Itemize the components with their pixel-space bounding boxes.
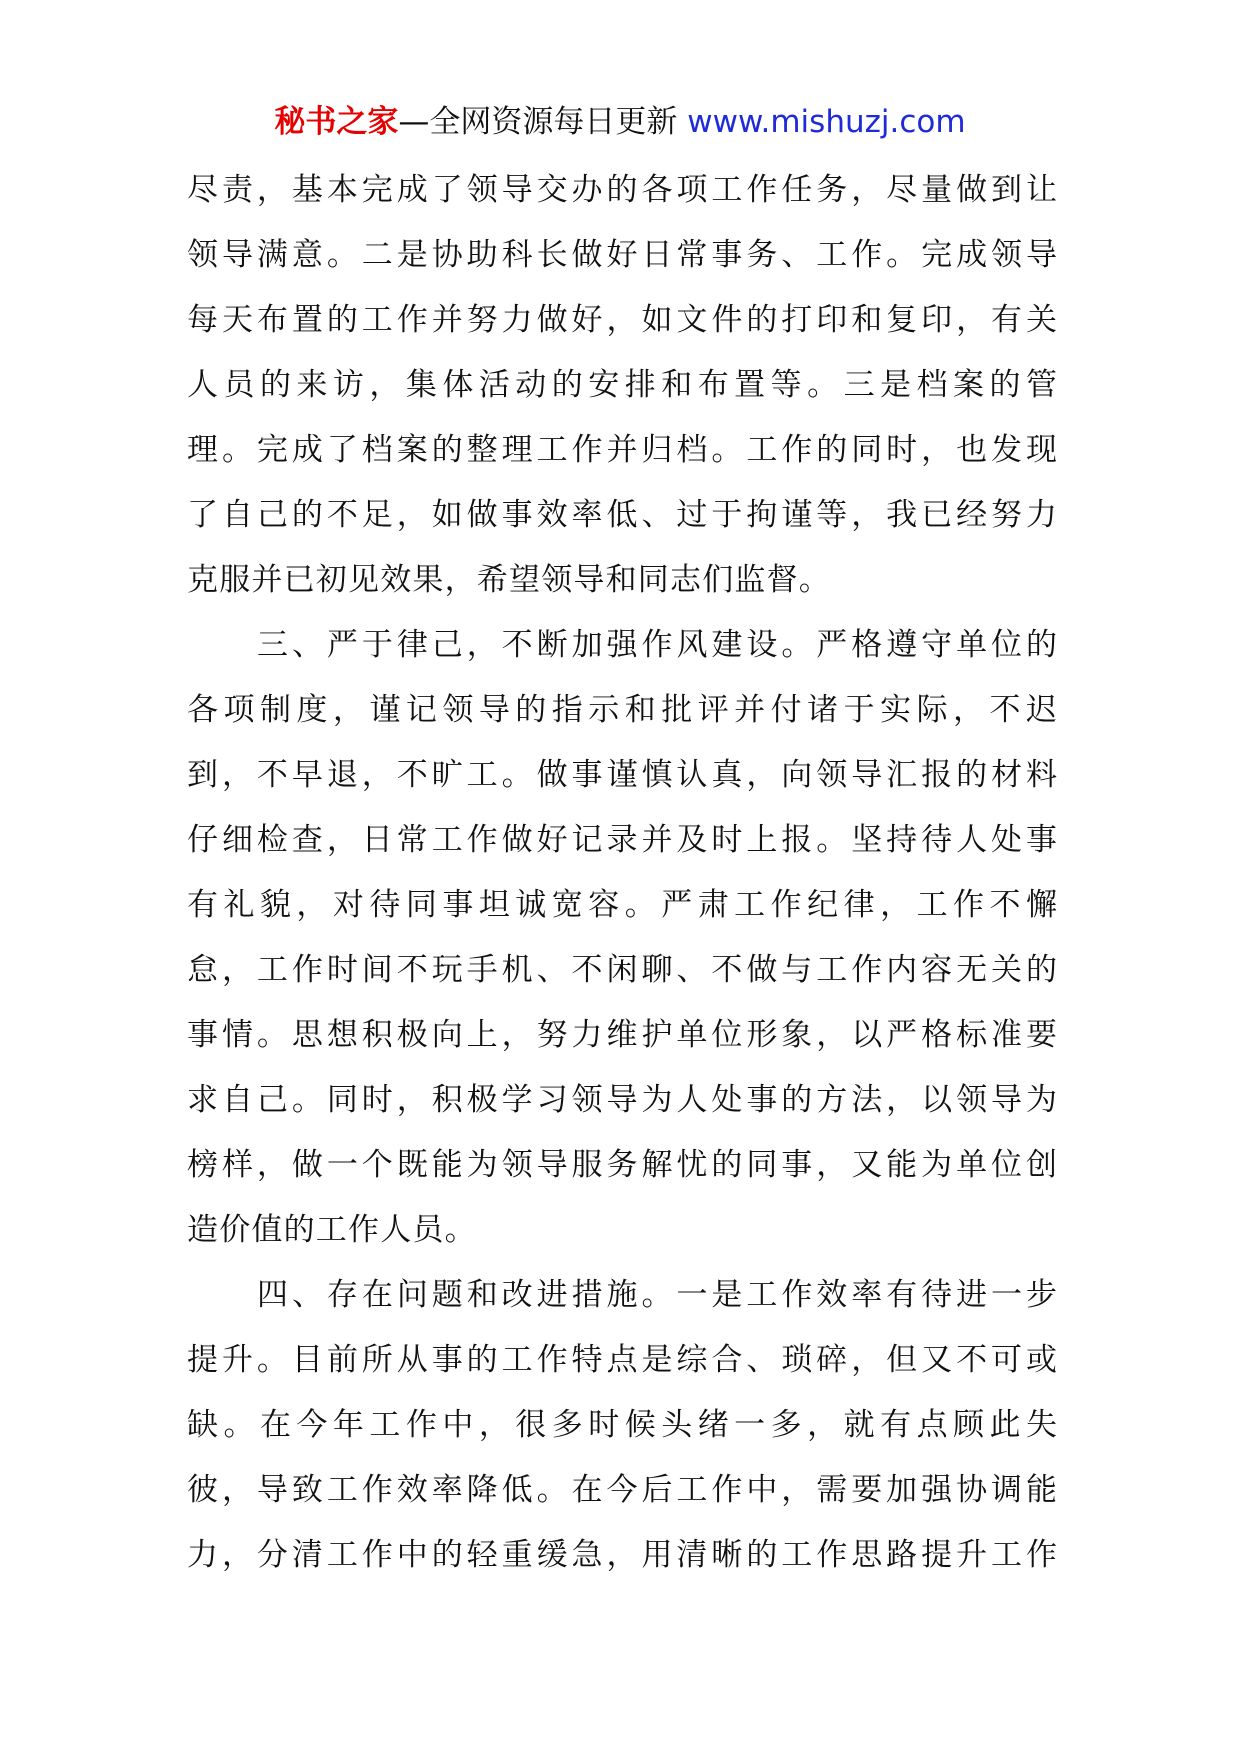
text-line: 到，不早退，不旷工。做事谨慎认真，向领导汇报的材料 (187, 757, 1061, 793)
text-line: 三、严于律己，不断加强作风建设。严格遵守单位的 (257, 627, 1061, 663)
text-line: 各项制度，谨记领导的指示和批评并付诸于实际，不迟 (187, 692, 1063, 728)
text-line: 理。完成了档案的整理工作并归档。工作的同时，也发现 (187, 432, 1061, 468)
text-line: 提升。目前所从事的工作特点是综合、琐碎，但又不可或 (187, 1342, 1061, 1378)
text-line: 力，分清工作中的轻重缓急，用清晰的工作思路提升工作 (187, 1537, 1061, 1573)
page-header (0, 100, 1240, 144)
text-line: 彼，导致工作效率降低。在今后工作中，需要加强协调能 (187, 1472, 1061, 1508)
text-line: 榜样，做一个既能为领导服务解忧的同事，又能为单位创 (187, 1147, 1061, 1183)
text-line: 有礼貌，对待同事坦诚宽容。严肃工作纪律，工作不懈 (187, 887, 1063, 923)
text-line: 仔细检查，日常工作做好记录并及时上报。坚持待人处事 (187, 822, 1061, 858)
text-line: 领导满意。二是协助科长做好日常事务、工作。完成领导 (187, 237, 1061, 273)
text-line: 怠，工作时间不玩手机、不闲聊、不做与工作内容无关的 (187, 952, 1061, 988)
text-line: 了自己的不足，如做事效率低、过于拘谨等，我已经努力 (187, 497, 1061, 533)
text-line: 缺。在今年工作中，很多时候头绪一多，就有点顾此失 (187, 1407, 1063, 1443)
text-line: 四、存在问题和改进措施。一是工作效率有待进一步 (257, 1277, 1061, 1313)
text-line: 事情。思想积极向上，努力维护单位形象，以严格标准要 (187, 1017, 1061, 1053)
header-tagline: —全网资源每日更新 (398, 104, 688, 140)
text-line: 克服并已初见效果，希望领导和同志们监督。 (187, 562, 831, 598)
brand-name: 秘书之家 (274, 104, 399, 140)
text-line: 人员的来访，集体活动的安排和布置等。三是档案的管 (187, 367, 1063, 403)
site-url-link[interactable]: www.mishuzj.com (687, 104, 966, 140)
text-line: 造价值的工作人员。 (187, 1212, 477, 1248)
text-line: 尽责，基本完成了领导交办的各项工作任务，尽量做到让 (187, 172, 1061, 208)
text-line: 求自己。同时，积极学习领导为人处事的方法，以领导为 (187, 1082, 1061, 1118)
text-line: 每天布置的工作并努力做好，如文件的打印和复印，有关 (187, 302, 1061, 338)
document-body (187, 158, 1063, 1588)
